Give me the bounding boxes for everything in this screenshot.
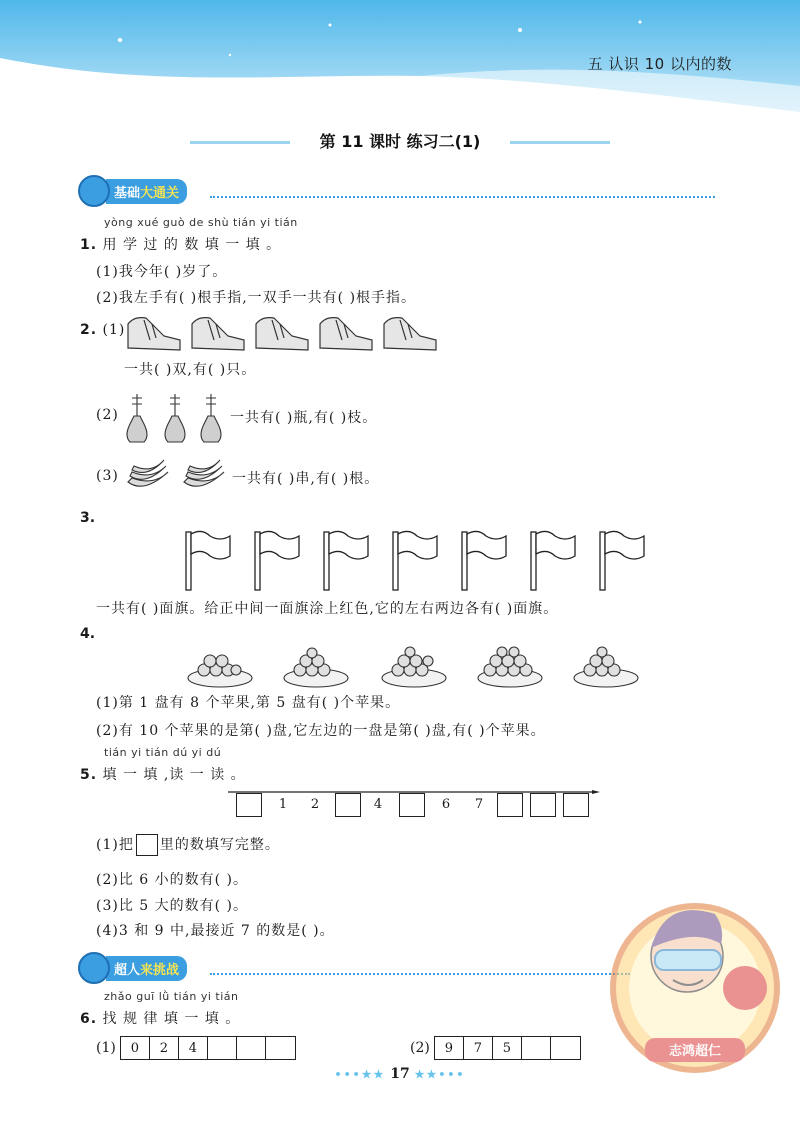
number-line-value: 2 xyxy=(310,797,320,812)
apple-plate-icon xyxy=(478,647,542,687)
section-badge-basic xyxy=(78,178,187,204)
apple-plate-icon xyxy=(574,647,638,687)
page-footer xyxy=(0,1066,800,1082)
sequence-blank-cell[interactable] xyxy=(208,1037,237,1059)
q2-part3-text: 一共有( )串,有( )根。 xyxy=(232,471,380,487)
q2-part2-text: 一共有( )瓶,有( )枝。 xyxy=(230,410,378,426)
number-line-blank-box[interactable] xyxy=(335,793,361,817)
number-line-blank-box[interactable] xyxy=(563,793,589,817)
flag-icon xyxy=(462,531,506,590)
apple-plate-icon xyxy=(284,648,348,687)
number-line-blank-box[interactable] xyxy=(399,793,425,817)
vase-icon xyxy=(127,394,147,442)
q4-item-2: (2)有 10 个苹果的是第( )盘,它左边的一盘是第( )盘,有( )个苹果。 xyxy=(96,723,546,739)
astronaut-icon xyxy=(78,175,110,207)
q5-title: 填 一 填 ,读 一 读 。 xyxy=(102,767,246,783)
q6-pinyin: zhǎo guī lǜ tián yi tián xyxy=(104,990,239,1003)
sequence-blank-cell[interactable] xyxy=(237,1037,266,1059)
q5-item-1: (1)把 里的数填写完整。 xyxy=(96,834,280,856)
shoe-pair-icon xyxy=(256,318,308,350)
number-line-value: 6 xyxy=(441,797,451,812)
sequence-blank-cell[interactable] xyxy=(551,1037,580,1059)
q6-title: 找 规 律 填 一 填 。 xyxy=(102,1011,241,1027)
sequence-cell: 7 xyxy=(464,1037,493,1059)
shoe-pair-icon xyxy=(384,318,436,350)
q6-sequence-1: (1) 0 2 4 xyxy=(96,1036,296,1060)
number-line-blank-box[interactable] xyxy=(497,793,523,817)
q6-number: 6. xyxy=(80,1011,98,1027)
flag-icon xyxy=(255,531,299,590)
q1-number: 1. xyxy=(80,237,98,253)
shoes-picture xyxy=(124,310,446,356)
q2-part1-label: 2. (1) xyxy=(80,322,126,338)
number-line-value: 7 xyxy=(474,797,484,812)
q5-heading xyxy=(80,764,246,784)
q1-pinyin: yòng xué guò de shù tián yi tián xyxy=(104,216,298,229)
shoe-pair-icon xyxy=(128,318,180,350)
q6-heading xyxy=(80,1008,240,1028)
q1-heading xyxy=(80,234,281,254)
q5-item-3: (3)比 5 大的数有( )。 xyxy=(96,898,249,914)
lesson-title-bar xyxy=(0,129,800,152)
q5-item-2: (2)比 6 小的数有( )。 xyxy=(96,872,249,888)
title-rule-right xyxy=(510,141,610,144)
number-line-value: 4 xyxy=(373,797,383,812)
sequence-cell: 5 xyxy=(493,1037,522,1059)
section-badge-challenge xyxy=(78,955,187,981)
title-rule-left xyxy=(190,141,290,144)
blank-box-symbol xyxy=(136,834,158,856)
shoe-pair-icon xyxy=(192,318,244,350)
q3-text: 一共有( )面旗。给正中间一面旗涂上红色,它的左右两边各有( )面旗。 xyxy=(96,601,559,617)
sequence-cells xyxy=(434,1036,581,1060)
shoe-pair-icon xyxy=(320,318,372,350)
sequence-cell: 4 xyxy=(179,1037,208,1059)
q5-item-4: (4)3 和 9 中,最接近 7 的数是( )。 xyxy=(96,923,335,939)
flag-icon xyxy=(531,531,575,590)
sequence-cell: 2 xyxy=(150,1037,179,1059)
flower-vases-picture xyxy=(120,386,228,444)
ufo-icon xyxy=(78,952,110,984)
apple-plates-picture xyxy=(186,644,654,690)
flag-icon xyxy=(393,531,437,590)
section-divider xyxy=(210,196,715,198)
apple-plate-icon xyxy=(382,647,446,687)
flag-icon xyxy=(324,531,368,590)
number-line-blank-box[interactable] xyxy=(530,793,556,817)
q6-sequence-2: (2) 9 7 5 xyxy=(410,1036,581,1060)
mascot-logo xyxy=(605,878,785,1078)
q4-item-1: (1)第 1 盘有 8 个苹果,第 5 盘有( )个苹果。 xyxy=(96,695,401,711)
mascot-caption: 志鸿超仁 xyxy=(668,1044,722,1059)
q2-part1-text: 一共( )双,有( )只。 xyxy=(124,362,257,378)
footer-stars-right: ★★••• xyxy=(414,1068,466,1081)
q5-number: 5. xyxy=(80,767,98,783)
q4-number: 4. xyxy=(80,626,96,642)
q2-part3-label: (3) xyxy=(96,468,119,484)
sequence-cells xyxy=(120,1036,296,1060)
apple-plate-icon xyxy=(188,655,252,687)
vase-icon xyxy=(165,394,185,442)
bananas-picture xyxy=(124,452,230,496)
sequence-blank-cell[interactable] xyxy=(522,1037,551,1059)
sequence-cell: 9 xyxy=(435,1037,464,1059)
number-line-blank-box[interactable] xyxy=(236,793,262,817)
q5-pinyin: tián yi tián dú yi dú xyxy=(104,746,222,759)
q1-title: 用 学 过 的 数 填 一 填 。 xyxy=(102,237,282,253)
q1-item-1: (1)我今年( )岁了。 xyxy=(96,264,228,280)
flags-picture xyxy=(180,530,650,592)
lesson-title: 第 11 课时 练习二(1) xyxy=(319,132,481,151)
q1-item-2: (2)我左手有( )根手指,一双手一共有( )根手指。 xyxy=(96,290,417,306)
flag-icon xyxy=(600,531,644,590)
q2-part2-label: (2) xyxy=(96,407,119,423)
banana-bunch-icon xyxy=(184,460,224,486)
vase-icon xyxy=(201,394,221,442)
number-line xyxy=(228,790,600,820)
footer-stars-left: •••★★ xyxy=(334,1068,386,1081)
q2-number: 2. xyxy=(80,322,98,338)
section-badge-label: 基础大通关 xyxy=(106,179,187,204)
flag-icon xyxy=(186,531,230,590)
section-badge-label: 超人来挑战 xyxy=(106,956,187,981)
number-line-value: 1 xyxy=(278,797,288,812)
section-divider xyxy=(210,973,630,975)
q3-number: 3. xyxy=(80,510,96,526)
sequence-blank-cell[interactable] xyxy=(266,1037,295,1059)
unit-title: 五 认识 10 以内的数 xyxy=(587,55,732,73)
banana-bunch-icon xyxy=(128,460,168,486)
sequence-cell: 0 xyxy=(121,1037,150,1059)
page-number: 17 xyxy=(390,1066,410,1082)
